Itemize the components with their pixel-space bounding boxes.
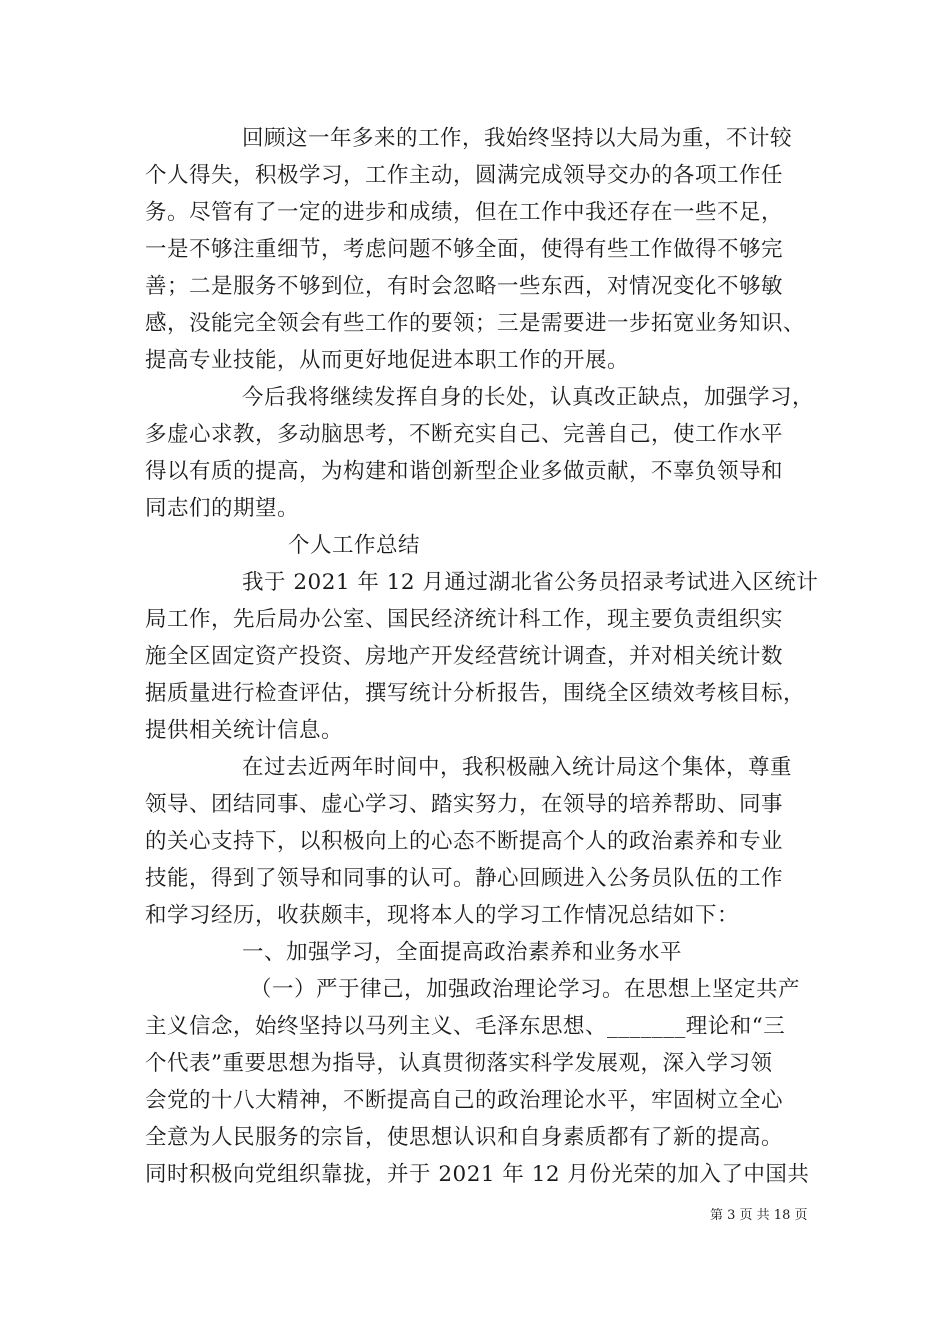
text-line: 感，没能完全领会有些工作的要领；三是需要进一步拓宽业务知识、 [145,311,806,336]
text-line: 个人得失，积极学习，工作主动，圆满完成领导交办的各项工作任 [145,163,784,188]
text-line: 和学习经历，收获颇丰，现将本人的学习工作情况总结如下： [145,903,740,928]
text-line: 技能，得到了领导和同事的认可。静心回顾进入公务员队伍的工作 [145,866,784,891]
text-line: 善；二是服务不够到位，有时会忽略一些东西，对情况变化不够敏 [145,274,784,299]
text-line: 多虚心求教，多动脑思考，不断充实自己、完善自己，使工作水平 [145,422,784,447]
text-line: 领导、团结同事、虚心学习、踏实努力，在领导的培养帮助、同事 [145,792,784,817]
text-line: 得以有质的提高，为构建和谐创新型企业多做贡献，不辜负领导和 [145,459,784,484]
text-line: 据质量进行检查评估，撰写统计分析报告，围绕全区绩效考核目标， [145,681,806,706]
text-line: 的关心支持下，以积极向上的心态不断提高个人的政治素养和专业 [145,829,784,854]
text-line: 今后我将继续发挥自身的长处，认真改正缺点，加强学习， [242,385,815,410]
text-line: 同时积极向党组织靠拢，并于 2021 年 12 月份光荣的加入了中国共 [145,1162,810,1187]
text-line: 回顾这一年多来的工作，我始终坚持以大局为重，不计较 [242,126,793,151]
text-line: 提供相关统计信息。 [145,718,344,743]
text-line: 一是不够注重细节，考虑问题不够全面，使得有些工作做得不够完 [145,237,784,262]
section-heading: 个人工作总结 [288,533,421,558]
text-line: 个代表”重要思想为指导，认真贯彻落实科学发展观，深入学习领 [145,1051,773,1076]
text-line: 会党的十八大精神，不断提高自己的政治理论水平，牢固树立全心 [145,1088,784,1113]
text-line: （一）严于律己，加强政治理论学习。在思想上坚定共产 [250,977,801,1002]
text-line: 务。尽管有了一定的进步和成绩，但在工作中我还存在一些不足， [145,200,784,225]
section-heading: 一、加强学习，全面提高政治素养和业务水平 [242,940,683,965]
text-line: 局工作，先后局办公室、国民经济统计科工作，现主要负责组织实 [145,607,784,632]
text-line: 施全区固定资产投资、房地产开发经营统计调查，并对相关统计数 [145,644,784,669]
text-line: 主义信念，始终坚持以马列主义、毛泽东思想、_______理论和“三 [145,1014,786,1039]
page-number-footer: 第 3 页 共 18 页 [710,1208,808,1223]
text-line: 在过去近两年时间中，我积极融入统计局这个集体，尊重 [242,755,793,780]
text-line: 同志们的期望。 [145,496,300,521]
text-line: 提高专业技能，从而更好地促进本职工作的开展。 [145,348,630,373]
text-line: 我于 2021 年 12 月通过湖北省公务员招录考试进入区统计 [242,570,819,595]
text-line: 全意为人民服务的宗旨，使思想认识和自身素质都有了新的提高。 [145,1125,784,1150]
